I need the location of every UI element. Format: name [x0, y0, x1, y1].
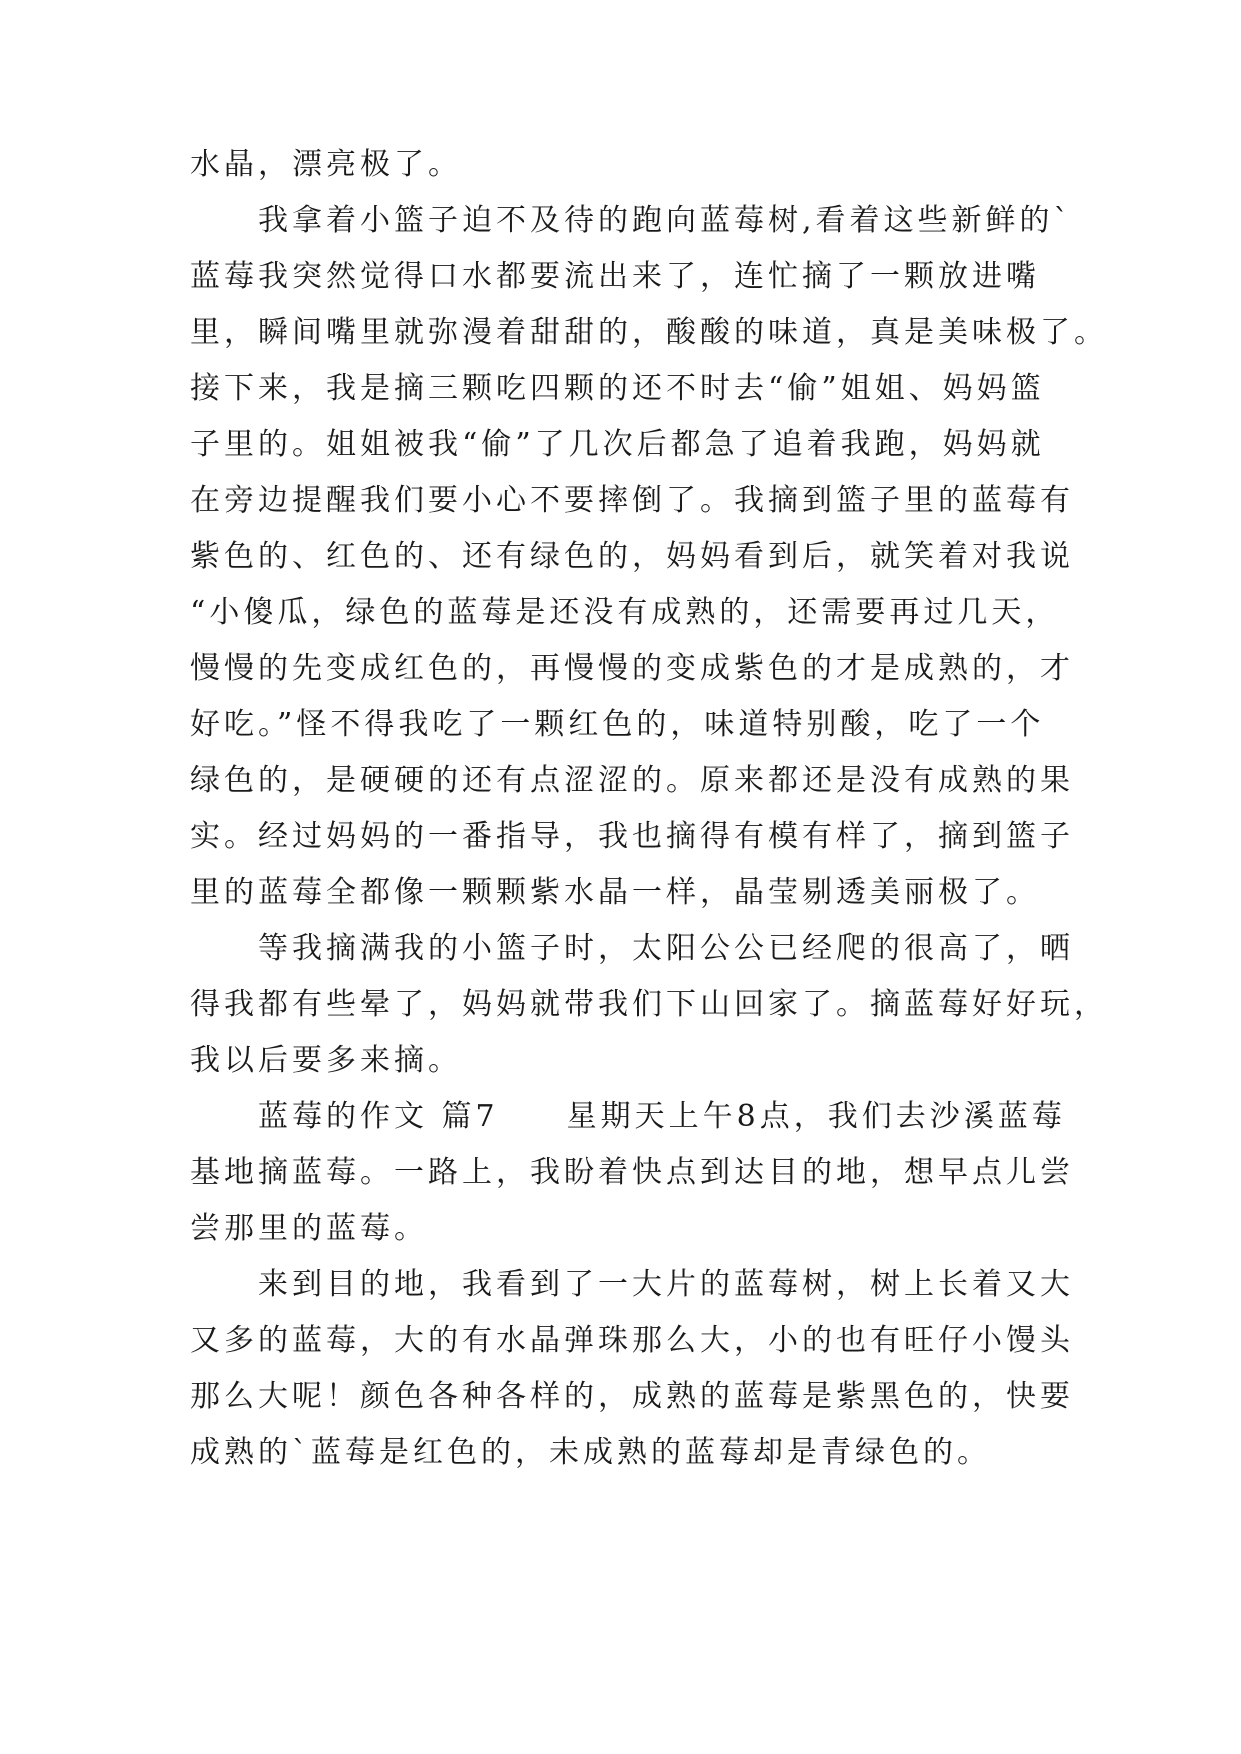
text-line: 蓝莓的作文 篇7 星期天上午8点，我们去沙溪蓝莓: [190, 1099, 1066, 1134]
text-line: 水晶，漂亮极了。: [190, 147, 462, 182]
text-line: 慢慢的先变成红色的，再慢慢的变成紫色的才是成熟的，才: [190, 651, 1074, 686]
text-line: 好吃。”怪不得我吃了一颗红色的，味道特别酸，吃了一个: [190, 707, 1045, 742]
text-line: 里的蓝莓全都像一颗颗紫水晶一样，晶莹剔透美丽极了。: [190, 875, 1040, 910]
text-line: 绿色的，是硬硬的还有点涩涩的。原来都还是没有成熟的果: [190, 763, 1074, 798]
text-line: 我拿着小篮子迫不及待的跑向蓝莓树,看着这些新鲜的`: [190, 203, 1073, 238]
text-line: 等我摘满我的小篮子时，太阳公公已经爬的很高了，晒: [190, 931, 1074, 966]
text-line: 那么大呢！颜色各种各样的，成熟的蓝莓是紫黑色的，快要: [190, 1379, 1074, 1414]
text-line: 成熟的`蓝莓是红色的，未成熟的蓝莓却是青绿色的。: [190, 1435, 991, 1470]
text-line: 接下来，我是摘三颗吃四颗的还不时去“偷”姐姐、妈妈篮: [190, 371, 1045, 406]
text-line: 我以后要多来摘。: [190, 1043, 462, 1078]
text-line: 尝那里的蓝莓。: [190, 1211, 428, 1246]
text-line: 在旁边提醒我们要小心不要摔倒了。我摘到篮子里的蓝莓有: [190, 483, 1074, 518]
text-line: 基地摘蓝莓。一路上，我盼着快点到达目的地，想早点儿尝: [190, 1155, 1074, 1190]
text-line: 又多的蓝莓，大的有水晶弹珠那么大，小的也有旺仔小馒头: [190, 1323, 1074, 1358]
text-line: 蓝莓我突然觉得口水都要流出来了，连忙摘了一颗放进嘴: [190, 259, 1040, 294]
text-line: “小傻瓜，绿色的蓝莓是还没有成熟的，还需要再过几天，: [190, 595, 1060, 630]
text-line: 来到目的地，我看到了一大片的蓝莓树，树上长着又大: [190, 1267, 1074, 1302]
text-line: 实。经过妈妈的一番指导，我也摘得有模有样了，摘到篮子: [190, 819, 1074, 854]
text-line: 子里的。姐姐被我“偷”了几次后都急了追着我跑，妈妈就: [190, 427, 1045, 462]
text-line: 得我都有些晕了，妈妈就带我们下山回家了。摘蓝莓好好玩，: [190, 987, 1108, 1022]
text-line: 里，瞬间嘴里就弥漫着甜甜的，酸酸的味道，真是美味极了。: [190, 315, 1108, 350]
text-line: 紫色的、红色的、还有绿色的，妈妈看到后，就笑着对我说: [190, 539, 1074, 574]
